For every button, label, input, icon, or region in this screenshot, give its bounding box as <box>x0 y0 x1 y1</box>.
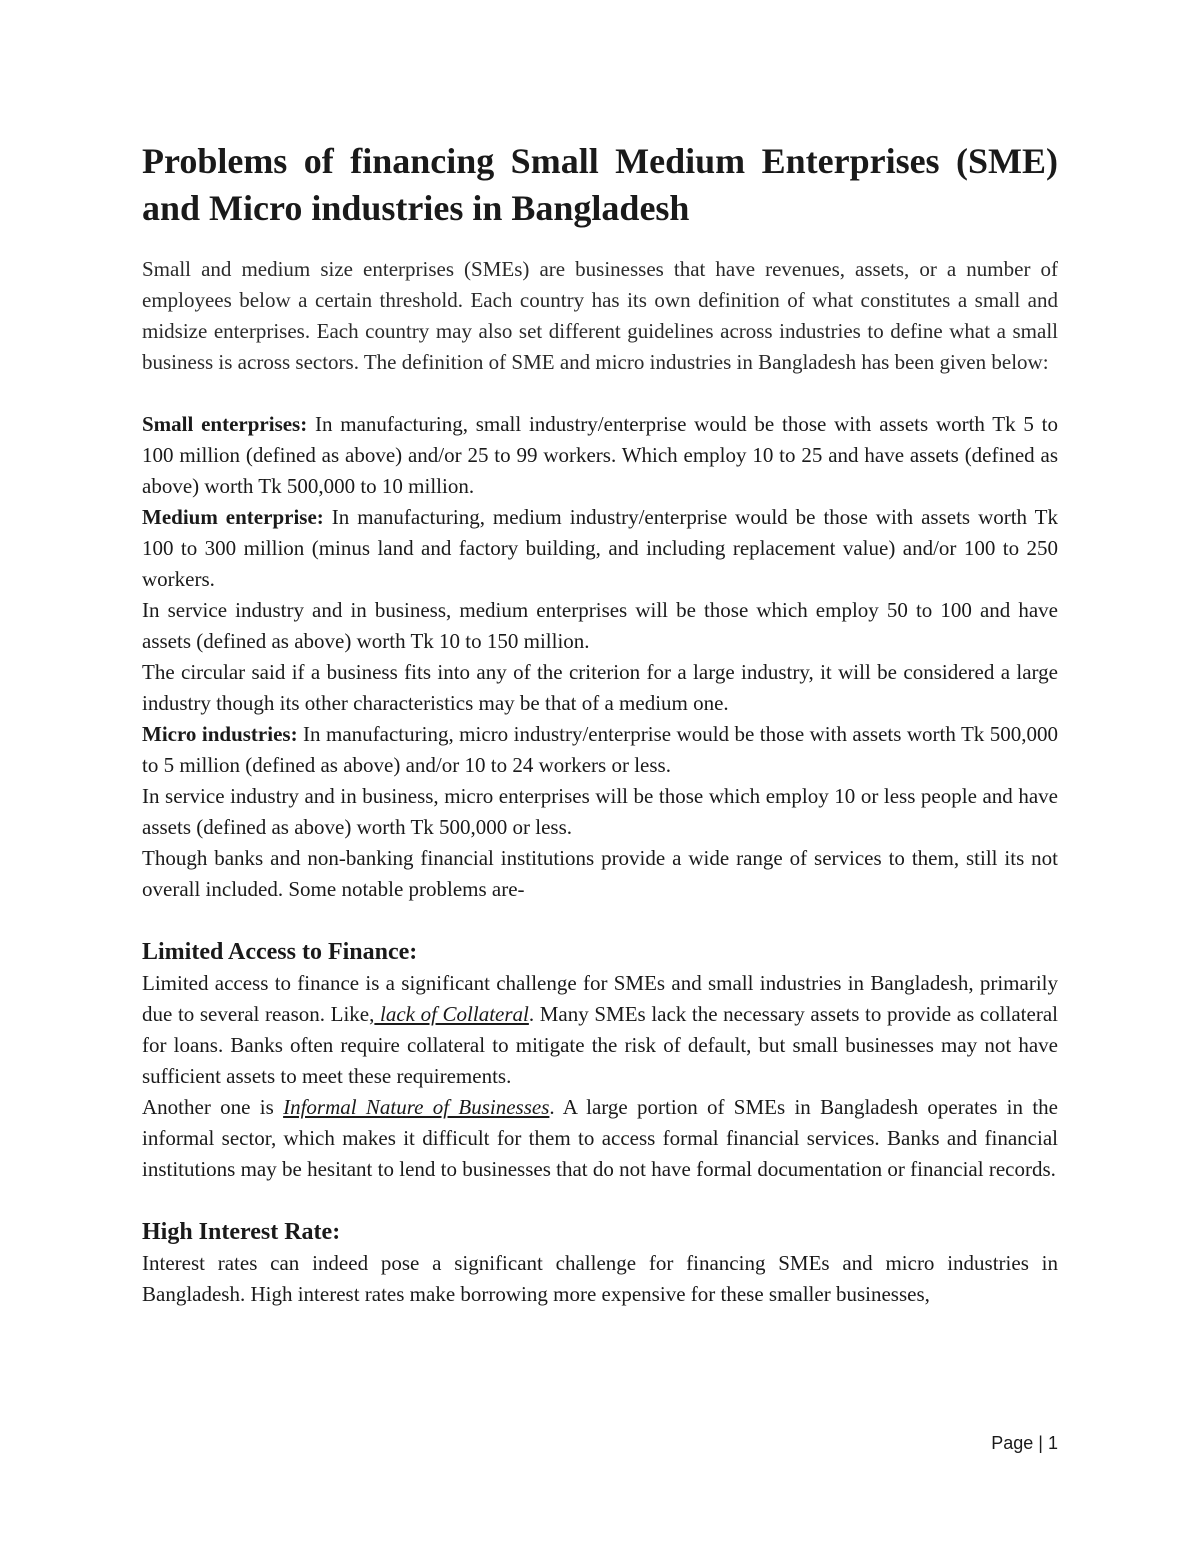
lack-of-collateral-term: lack of Collateral <box>374 1002 529 1026</box>
medium-enterprise-paragraph <box>142 502 1058 595</box>
medium-service-paragraph: In service industry and in business, medium enterprises will be those which employ 50 to 100 and have assets (defined as above) worth Tk 10 to 150 million. <box>142 598 1058 653</box>
circular-paragraph: The circular said if a business fits into any of the criterion for a large industry, it will be considered a large industry though its other characteristics may be that of a medium one. <box>142 660 1058 715</box>
high-interest-heading: High Interest Rate: <box>142 1219 341 1245</box>
small-enterprises-label: Small enterprises: <box>142 412 308 436</box>
limited-access-p2-before: Another one is <box>142 1095 284 1119</box>
informal-nature-term: Informal Nature of Businesses <box>283 1095 550 1119</box>
high-interest-paragraph: Interest rates can indeed pose a significant challenge for financing SMEs and micro industries in Bangladesh. High interest rates make borrowing more expensive for these smaller businesses, <box>142 1251 1058 1306</box>
micro-industries-text: In manufacturing, micro industry/enterprise would be those with assets worth Tk 500,000 to 5 million (defined as above) and/or 10 to 24 workers or less. <box>142 722 1058 777</box>
small-enterprises-text: In manufacturing, small industry/enterprise would be those with assets worth Tk 5 to 100 million (defined as above) and/or 25 to 99 workers. Which employ 10 to 25 and have assets (defined as above) worth Tk 500,000 to 10 million. <box>142 412 1058 498</box>
micro-service-paragraph: In service industry and in business, micro enterprises will be those which employ 10 or less people and have assets (defined as above) worth Tk 500,000 or less. <box>142 784 1058 839</box>
limited-access-p1-before: Limited access to finance is a significant challenge for SMEs and small industries in Bangladesh, primarily due to several reason. Like, <box>142 971 1058 1026</box>
limited-access-heading: Limited Access to Finance: <box>142 939 418 965</box>
micro-industries-label: Micro industries: <box>142 722 298 746</box>
limited-access-p1-after: . Many SMEs lack the necessary assets to provide as collateral for loans. Banks often require collateral to mitigate the risk of default, but small businesses may not have sufficient assets to meet these requirements. <box>142 1002 1058 1088</box>
page-content <box>142 138 1058 1310</box>
small-enterprises-paragraph <box>142 409 1058 502</box>
micro-industries-paragraph <box>142 719 1058 781</box>
medium-enterprise-text: In manufacturing, medium industry/enterprise would be those with assets worth Tk 100 to 300 million (minus land and factory building, and including replacement value) and/or 100 to 250 workers. <box>142 505 1058 591</box>
limited-access-p2-after: . A large portion of SMEs in Bangladesh operates in the informal sector, which makes it difficult for them to access formal financial services. Banks and financial institutions may be hesitant to lend to businesses that do not have formal documentation or financial records. <box>142 1095 1058 1181</box>
problems-intro-paragraph: Though banks and non-banking financial institutions provide a wide range of services to them, still its not overall included. Some notable problems are- <box>142 846 1058 901</box>
limited-access-paragraph-2 <box>142 1092 1058 1185</box>
page-number-footer: Page | 1 <box>991 1433 1058 1453</box>
document-title: Problems of financing Small Medium Enterprises (SME) and Micro industries in Bangladesh <box>142 141 1058 228</box>
limited-access-paragraph-1 <box>142 968 1058 1092</box>
intro-paragraph: Small and medium size enterprises (SMEs) are businesses that have revenues, assets, or a number of employees below a certain threshold. Each country has its own definition of what constitutes a small and midsize enterprises. Each country may also set different guidelines across industries to define what a small business is across sectors. The definition of SME and micro industries in Bangladesh has been given below: <box>142 257 1058 374</box>
medium-enterprise-label: Medium enterprise: <box>142 505 324 529</box>
